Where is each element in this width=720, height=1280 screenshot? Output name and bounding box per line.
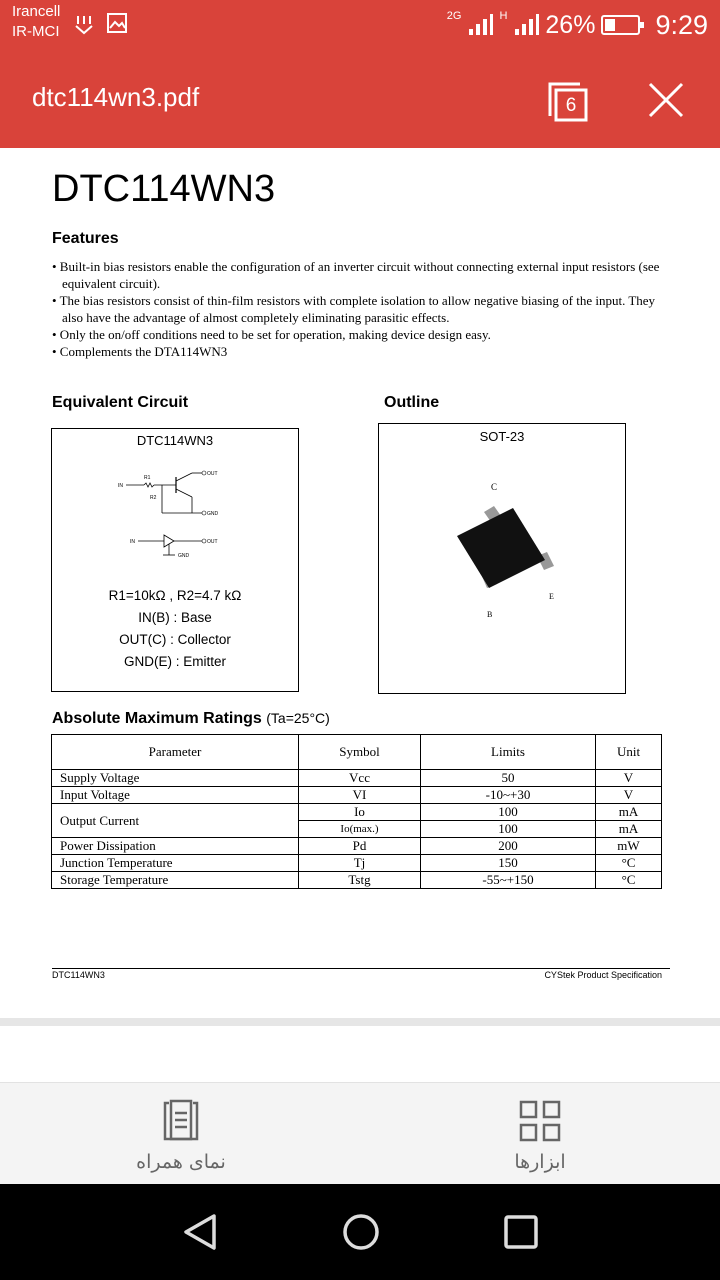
symbol-cell: Vcc <box>299 770 421 787</box>
image-icon <box>106 12 128 36</box>
package-label: SOT-23 <box>479 429 525 444</box>
unit-cell: V <box>596 770 662 787</box>
package-image <box>379 464 625 664</box>
footer-divider <box>52 968 670 969</box>
limit-cell: -10~+30 <box>421 787 596 804</box>
carrier-name-2: IR-MCI <box>12 23 60 40</box>
gnd-label: GND <box>207 511 219 517</box>
gnd-label: GND <box>178 553 190 559</box>
header-unit: Unit <box>596 735 662 770</box>
page-separator <box>0 1018 720 1026</box>
network-2g-label: 2G <box>446 10 462 22</box>
symbol-cell: Tj <box>299 855 421 872</box>
document-title: dtc114wn3.pdf <box>32 82 200 112</box>
equivalent-circuit-box <box>51 428 299 692</box>
outline-heading: Outline <box>384 394 440 411</box>
circuit-diagram <box>52 459 298 599</box>
tools-button[interactable] <box>460 1083 620 1185</box>
tab-count: 6 <box>565 95 577 116</box>
limit-cell: 200 <box>421 838 596 855</box>
unit-cell: V <box>596 787 662 804</box>
header-limits: Limits <box>421 735 596 770</box>
unit-cell: mA <box>596 821 662 838</box>
unit-cell: mW <box>596 838 662 855</box>
tabs-button[interactable] <box>546 78 590 122</box>
out-label: OUT <box>207 471 218 477</box>
battery-percent: 26% <box>545 10 596 39</box>
table-row <box>52 770 662 787</box>
status-right <box>447 8 708 42</box>
param-cell: Power Dissipation <box>52 838 299 855</box>
pin-b-label: B <box>487 610 493 619</box>
symbol-cell: Io(max.) <box>299 821 421 838</box>
status-bar <box>0 0 720 48</box>
pin-out: OUT(C) : Collector <box>119 632 231 647</box>
outline-box <box>378 423 626 694</box>
param-cell: Storage Temperature <box>52 872 299 889</box>
pin-gnd: GND(E) : Emitter <box>123 654 226 669</box>
ratings-condition: (Ta=25°C) <box>266 710 330 726</box>
symbol-cell: Pd <box>299 838 421 855</box>
part-number-heading: DTC114WN3 <box>52 168 276 210</box>
close-button[interactable] <box>644 78 688 122</box>
recents-icon[interactable] <box>501 1212 541 1252</box>
ratings-table <box>51 734 662 889</box>
mobile-view-icon <box>161 1099 201 1143</box>
circuit-part-label: DTC114WN3 <box>136 433 214 448</box>
feature-item: • The bias resistors consist of thin-film resistors with complete isolation to allow negative biasing of the input. They also have the advantage of almost completely eliminating parasitic effects. <box>52 293 656 325</box>
clock: 9:29 <box>655 9 708 40</box>
symbol-cell: VI <box>299 787 421 804</box>
download-icon <box>72 14 96 36</box>
param-cell: Supply Voltage <box>52 770 299 787</box>
tools-label: ابزارها <box>514 1151 566 1173</box>
table-row <box>52 838 662 855</box>
limit-cell: -55~+150 <box>421 872 596 889</box>
feature-item: • Complements the DTA114WN3 <box>52 344 228 359</box>
carrier-name-1: Irancell <box>12 3 61 20</box>
battery-icon <box>601 13 645 37</box>
resistor-values: R1=10kΩ , R2=4.7 kΩ <box>108 588 242 603</box>
header-symbol: Symbol <box>299 735 421 770</box>
bottom-toolbar <box>0 1082 720 1185</box>
in-label: IN <box>130 539 135 545</box>
out-label: OUT <box>207 539 218 545</box>
table-row <box>52 804 662 821</box>
limit-cell: 150 <box>421 855 596 872</box>
tools-grid-icon <box>518 1099 562 1143</box>
close-icon <box>644 78 688 122</box>
ratings-title: Absolute Maximum Ratings <box>52 710 262 727</box>
header-parameter: Parameter <box>52 735 299 770</box>
mobile-view-label: نمای همراه <box>136 1151 226 1173</box>
pin-in: IN(B) : Base <box>138 610 212 625</box>
param-cell: Input Voltage <box>52 787 299 804</box>
limit-cell: 50 <box>421 770 596 787</box>
signal-icon <box>513 13 539 37</box>
ratings-heading <box>52 710 330 728</box>
symbol-cell: Tstg <box>299 872 421 889</box>
app-bar <box>0 48 720 148</box>
param-cell: Output Current <box>52 804 299 838</box>
table-row <box>52 855 662 872</box>
r2-label: R2 <box>150 495 157 501</box>
pdf-page[interactable] <box>0 148 720 1020</box>
limit-cell: 100 <box>421 804 596 821</box>
features-list <box>52 258 672 360</box>
signal-icon <box>467 13 493 37</box>
home-icon[interactable] <box>341 1212 381 1252</box>
footer-company: CYStek Product Specification <box>544 970 662 980</box>
back-icon[interactable] <box>180 1212 220 1252</box>
pin-c-label: C <box>491 482 498 492</box>
table-row <box>52 787 662 804</box>
feature-item: • Built-in bias resistors enable the configuration of an inverter circuit without connecting external input resistors (see equivalent circuit). <box>52 259 660 291</box>
mobile-view-button[interactable] <box>101 1083 261 1185</box>
limit-cell: 100 <box>421 821 596 838</box>
footer-part: DTC114WN3 <box>52 970 105 980</box>
param-cell: Junction Temperature <box>52 855 299 872</box>
table-header-row <box>52 735 662 770</box>
in-label: IN <box>118 483 123 489</box>
circuit-notes <box>52 585 298 673</box>
r1-label: R1 <box>144 475 151 481</box>
network-h-label: H <box>499 10 508 22</box>
equivalent-circuit-heading: Equivalent Circuit <box>52 394 189 411</box>
unit-cell: °C <box>596 872 662 889</box>
unit-cell: °C <box>596 855 662 872</box>
symbol-cell: Io <box>299 804 421 821</box>
unit-cell: mA <box>596 804 662 821</box>
navigation-bar <box>0 1184 720 1280</box>
pin-e-label: E <box>549 592 554 601</box>
feature-item: • Only the on/off conditions need to be set for operation, making device design easy. <box>52 327 491 342</box>
features-heading: Features <box>52 230 119 247</box>
table-row <box>52 872 662 889</box>
